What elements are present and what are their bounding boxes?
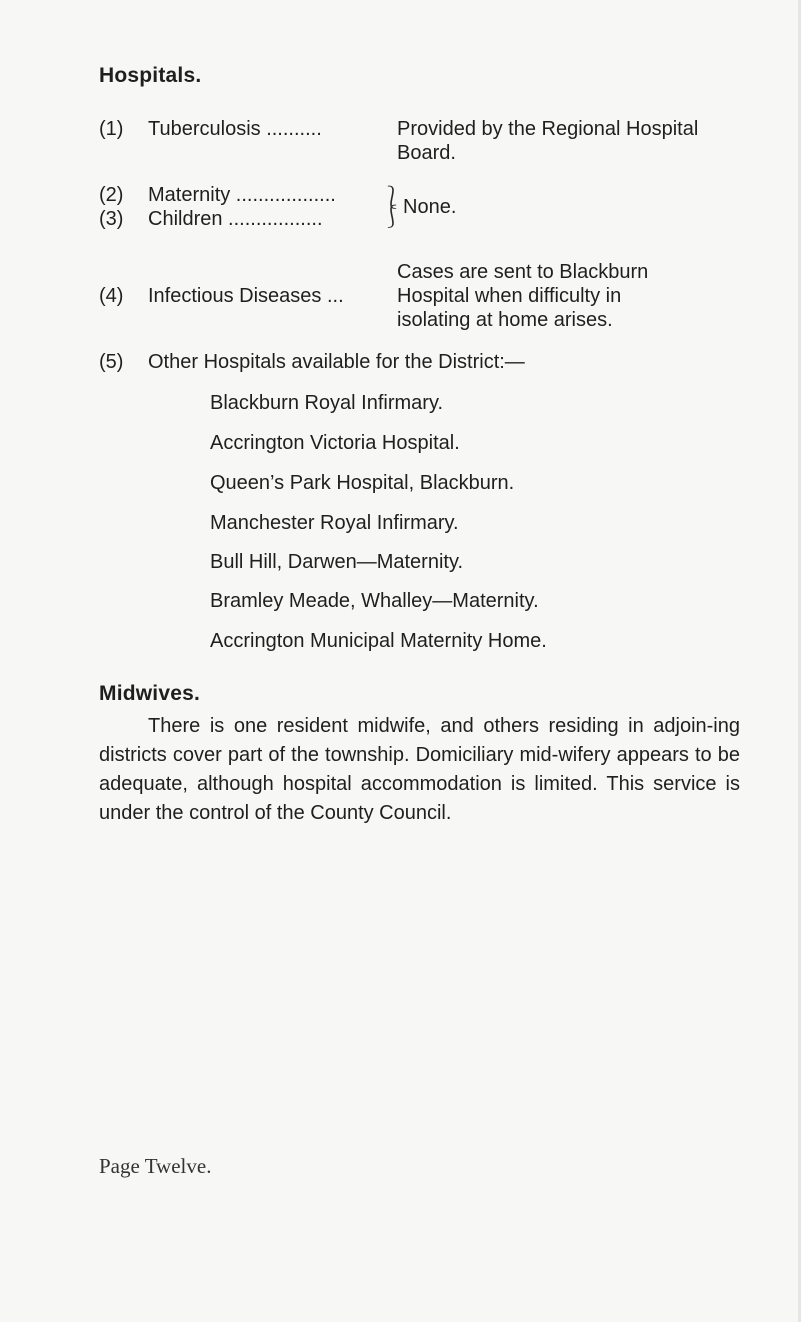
item-number: (2) xyxy=(99,184,124,206)
item-number: (5) xyxy=(99,351,124,373)
list-item: Accrington Victoria Hospital. xyxy=(210,432,460,454)
list-item: Manchester Royal Infirmary. xyxy=(210,512,459,534)
item-label-children: Children ................. xyxy=(148,208,323,230)
item-desc-tuberculosis-cont: Board. xyxy=(397,142,456,164)
brace-top: ⎱ xyxy=(381,185,404,210)
item-desc-infectious: Cases are sent to Blackburn xyxy=(397,261,649,283)
item-desc-infectious-cont: Hospital when difficulty in xyxy=(397,285,622,307)
item-label-other-hospitals: Other Hospitals available for the District:— xyxy=(148,351,525,373)
midwives-paragraph: There is one resident midwife, and others residing in adjoin-ing districts cover part of the township. Domiciliary mid-wifery appears to be adequate, although hospital accommodation is limited. This service is under the control of the County Council. xyxy=(99,715,740,824)
list-item: Bramley Meade, Whalley—Maternity. xyxy=(210,590,539,612)
item-number: (1) xyxy=(99,118,124,140)
item-number: (4) xyxy=(99,285,124,307)
list-item: Bull Hill, Darwen—Maternity. xyxy=(210,551,464,573)
item-label-infectious-diseases: Infectious Diseases ... xyxy=(148,285,344,307)
item-label-maternity: Maternity .................. xyxy=(148,184,336,206)
page-footer: Page Twelve. xyxy=(99,1154,212,1178)
item-number: (3) xyxy=(99,208,124,230)
item-desc-none: None. xyxy=(403,196,457,218)
item-desc-tuberculosis: Provided by the Regional Hospital xyxy=(397,118,699,140)
brace-bottom: ⎰ xyxy=(381,204,404,229)
list-item: Queen’s Park Hospital, Blackburn. xyxy=(210,472,515,494)
list-item: Accrington Municipal Maternity Home. xyxy=(210,630,547,652)
hospitals-heading: Hospitals. xyxy=(99,64,202,87)
list-item: Blackburn Royal Infirmary. xyxy=(210,392,444,414)
midwives-heading: Midwives. xyxy=(99,682,200,705)
item-desc-infectious-cont: isolating at home arises. xyxy=(397,309,613,331)
item-label-tuberculosis: Tuberculosis .......... xyxy=(148,118,322,140)
